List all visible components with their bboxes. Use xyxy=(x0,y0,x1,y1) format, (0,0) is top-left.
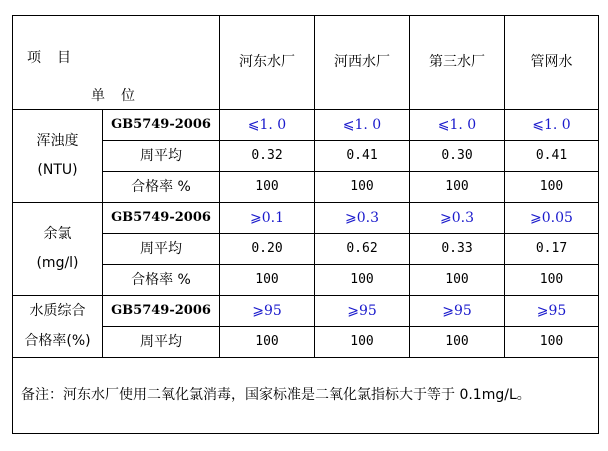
row-label: 周平均 xyxy=(103,327,220,358)
row-label: 合格率 % xyxy=(103,172,220,203)
row-label: GB5749-2006 xyxy=(103,296,220,327)
group-name: 余氯 xyxy=(43,225,72,242)
value-cell: 100 xyxy=(505,327,599,358)
standard-cell: ⩾0.3 xyxy=(410,203,505,234)
value-cell: 0.41 xyxy=(315,141,410,172)
standard-cell: ⩽1. 0 xyxy=(410,110,505,141)
group-unit: 合格率(%) xyxy=(24,332,91,349)
value-cell: 0.62 xyxy=(315,234,410,265)
value-cell: 100 xyxy=(220,327,315,358)
table-row xyxy=(13,203,599,234)
value-cell: 100 xyxy=(315,327,410,358)
value-cell: 0.41 xyxy=(505,141,599,172)
table-row xyxy=(13,296,599,327)
note-row xyxy=(13,358,599,434)
value-cell: 100 xyxy=(315,172,410,203)
standard-cell: ⩽1. 0 xyxy=(505,110,599,141)
value-cell: 100 xyxy=(220,172,315,203)
value-cell: 0.17 xyxy=(505,234,599,265)
standard-cell: ⩾95 xyxy=(505,296,599,327)
group-name: 浑浊度 xyxy=(36,132,79,149)
group-unit: (mg/l) xyxy=(36,255,79,271)
table-row xyxy=(13,110,599,141)
note-text: 备注：河东水厂使用二氧化氯消毒，国家标准是二氧化氯指标大于等于 0.1mg/L。 xyxy=(13,358,599,434)
value-cell: 100 xyxy=(410,327,505,358)
row-label: GB5749-2006 xyxy=(103,110,220,141)
standard-cell: ⩾95 xyxy=(220,296,315,327)
standard-cell: ⩾0.3 xyxy=(315,203,410,234)
plant-header: 河东水厂 xyxy=(220,16,315,110)
group-label-turbidity xyxy=(13,110,103,203)
header-row xyxy=(13,16,599,110)
group-label-chlorine xyxy=(13,203,103,296)
group-label-overall xyxy=(13,296,103,358)
standard-cell: ⩾95 xyxy=(315,296,410,327)
standard-cell: ⩾0.1 xyxy=(220,203,315,234)
value-cell: 100 xyxy=(410,265,505,296)
plant-header: 河西水厂 xyxy=(315,16,410,110)
standard-cell: ⩽1. 0 xyxy=(220,110,315,141)
value-cell: 100 xyxy=(505,172,599,203)
row-label: 周平均 xyxy=(103,234,220,265)
row-label: 合格率 % xyxy=(103,265,220,296)
corner-unit-label: 单 位 xyxy=(91,88,136,104)
value-cell: 100 xyxy=(410,172,505,203)
plant-header: 第三水厂 xyxy=(410,16,505,110)
value-cell: 100 xyxy=(505,265,599,296)
value-cell: 0.33 xyxy=(410,234,505,265)
row-label: GB5749-2006 xyxy=(103,203,220,234)
corner-cell xyxy=(13,16,220,110)
standard-cell: ⩾0.05 xyxy=(505,203,599,234)
water-quality-table xyxy=(12,15,599,434)
corner-item-label: 项 目 xyxy=(27,50,72,66)
value-cell: 0.30 xyxy=(410,141,505,172)
plant-header: 管网水 xyxy=(505,16,599,110)
standard-cell: ⩽1. 0 xyxy=(315,110,410,141)
value-cell: 100 xyxy=(220,265,315,296)
group-unit: (NTU) xyxy=(37,162,78,178)
value-cell: 100 xyxy=(315,265,410,296)
value-cell: 0.32 xyxy=(220,141,315,172)
group-name: 水质综合 xyxy=(29,303,86,320)
standard-cell: ⩾95 xyxy=(410,296,505,327)
water-quality-table-container xyxy=(12,15,598,439)
value-cell: 0.20 xyxy=(220,234,315,265)
row-label: 周平均 xyxy=(103,141,220,172)
